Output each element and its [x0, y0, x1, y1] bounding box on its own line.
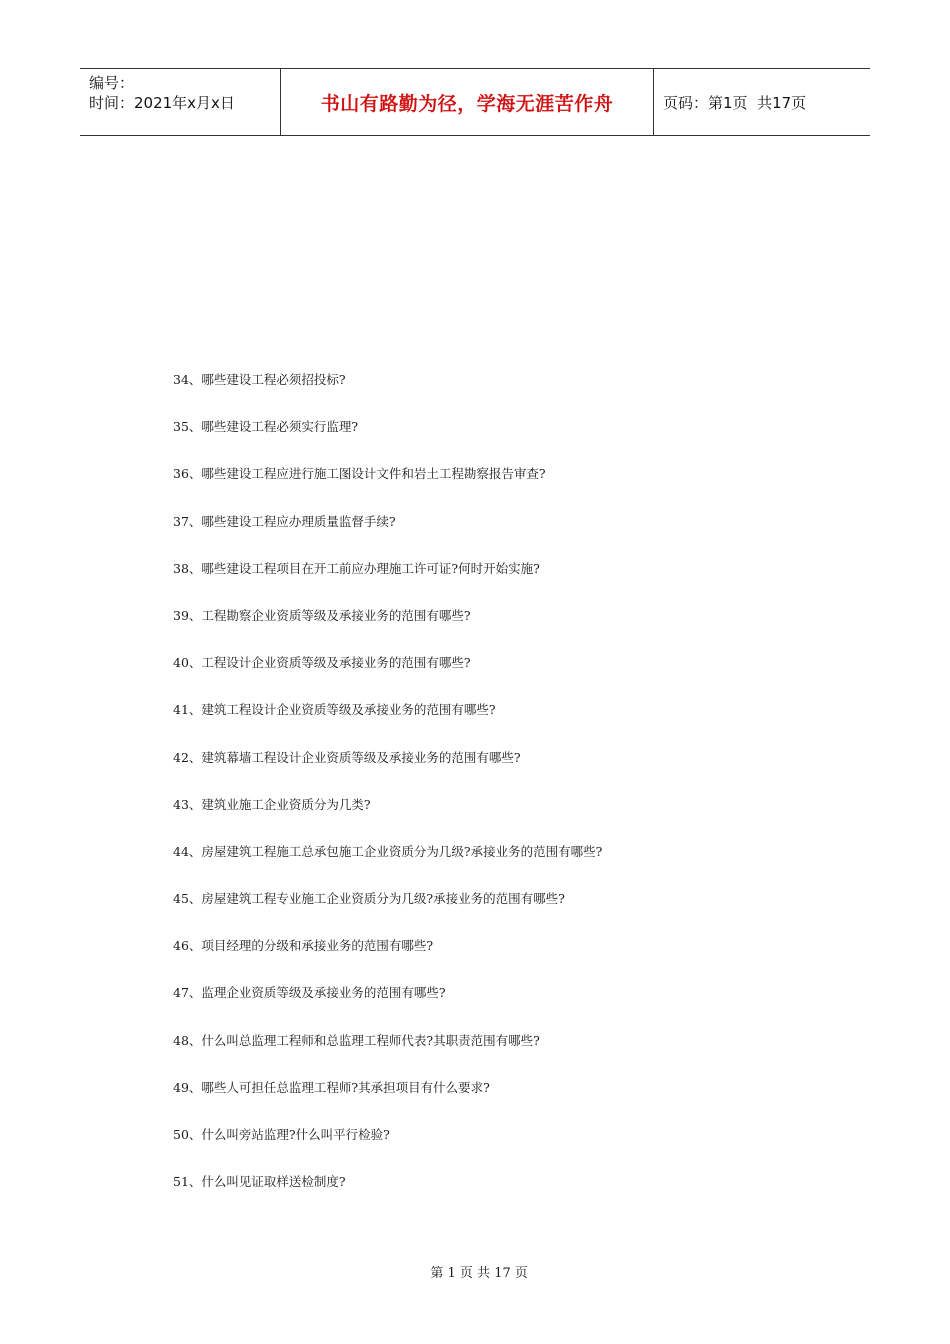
question-item: 35、哪些建设工程必须实行监理? [173, 419, 359, 435]
footer-page-number: 第 1 页 共 17 页 [430, 1266, 528, 1281]
question-item: 36、哪些建设工程应进行施工图设计文件和岩土工程勘察报告审查? [173, 466, 546, 482]
page-info-text: 页码：第1页 共17页 [663, 93, 807, 112]
question-item: 41、建筑工程设计企业资质等级及承接业务的范围有哪些? [173, 702, 496, 718]
question-item: 44、房屋建筑工程施工总承包施工企业资质分为几级?承接业务的范围有哪些? [173, 843, 603, 859]
question-item: 46、项目经理的分级和承接业务的范围有哪些? [173, 938, 434, 954]
question-item: 39、工程勘察企业资质等级及承接业务的范围有哪些? [173, 607, 471, 623]
question-list [173, 370, 602, 1219]
document-header [80, 68, 870, 136]
question-item: 47、监理企业资质等级及承接业务的范围有哪些? [173, 985, 446, 1001]
question-item: 45、房屋建筑工程专业施工企业资质分为几级?承接业务的范围有哪些? [173, 891, 565, 907]
header-meta-cell [80, 69, 281, 135]
serial-number-label: 编号： [89, 74, 135, 92]
question-item: 37、哪些建设工程应办理质量监督手续? [173, 513, 396, 529]
header-page-cell [654, 69, 870, 135]
question-item: 34、哪些建设工程必须招投标? [173, 372, 346, 387]
motto-text: 书山有路勤为径，学海无涯苦作舟 [320, 92, 614, 115]
question-item: 43、建筑业施工企业资质分为几类? [173, 796, 371, 812]
question-item: 51、什么叫见证取样送检制度? [173, 1174, 346, 1190]
date-label: 时间：2021年x月x日 [89, 94, 235, 112]
header-motto-cell [281, 69, 654, 135]
question-item: 40、工程设计企业资质等级及承接业务的范围有哪些? [173, 655, 471, 671]
question-item: 50、什么叫旁站监理?什么叫平行检验? [173, 1127, 390, 1142]
question-item: 42、建筑幕墙工程设计企业资质等级及承接业务的范围有哪些? [173, 749, 521, 765]
page-footer [0, 1247, 950, 1281]
question-item: 49、哪些人可担任总监理工程师?其承担项目有什么要求? [173, 1079, 490, 1095]
question-item: 48、什么叫总监理工程师和总监理工程师代表?其职责范围有哪些? [173, 1032, 540, 1048]
question-item: 38、哪些建设工程项目在开工前应办理施工许可证?何时开始实施? [173, 560, 540, 576]
